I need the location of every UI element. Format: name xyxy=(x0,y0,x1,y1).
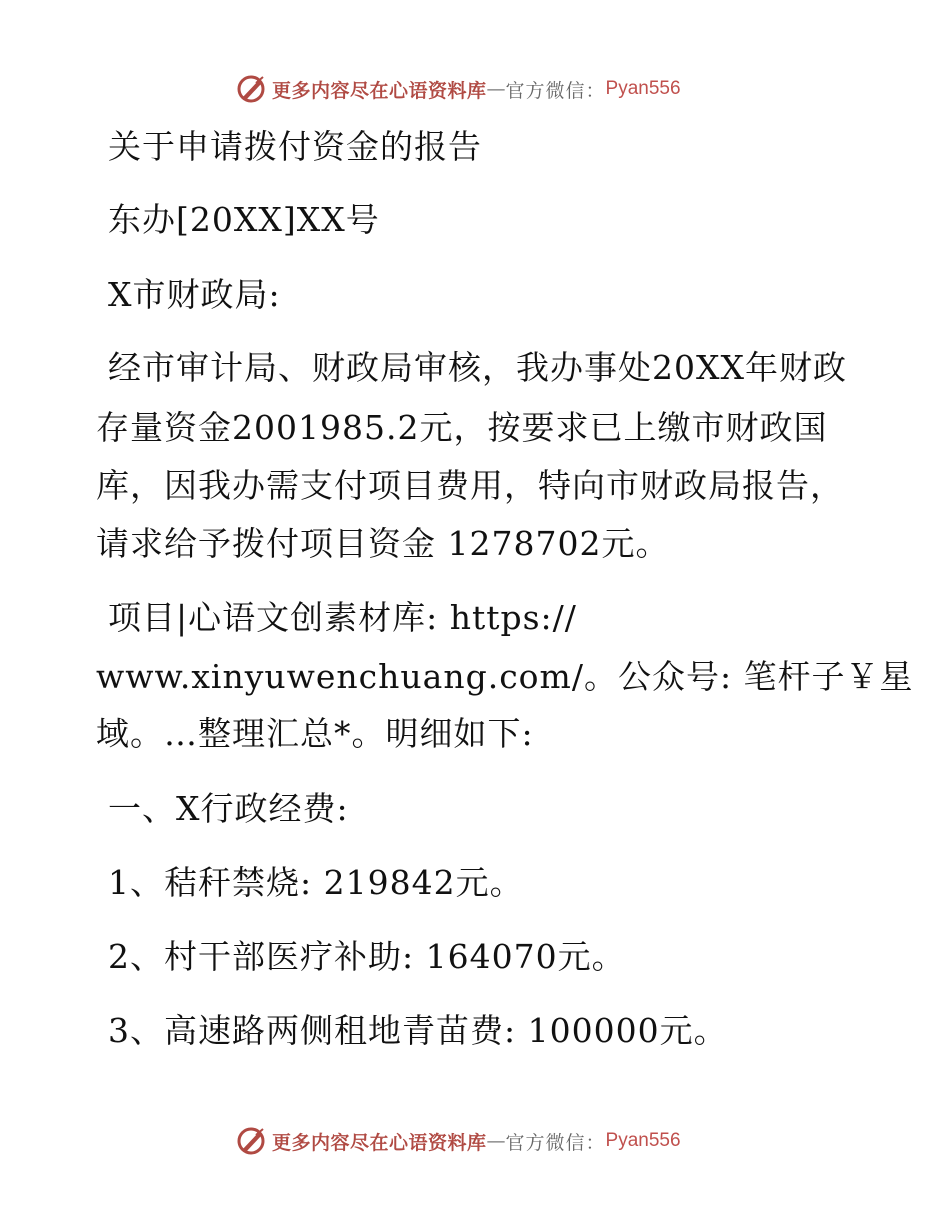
watermark-separator: — xyxy=(486,1130,506,1152)
paragraph1-line1: 经市审计局、财政局审核，我办事处20XX年财政 xyxy=(108,348,847,387)
watermark-header xyxy=(236,72,681,106)
list-item: 2、村干部医疗补助: 164070元。 xyxy=(108,937,626,976)
watermark-handle: Pyan556 xyxy=(605,78,681,99)
document-number: 东办[20XX]XX号 xyxy=(108,200,380,239)
paragraph1-line3: 库，因我办需支付项目费用，特向市财政局报告， xyxy=(96,466,844,505)
watermark-main-text: 更多内容尽在心语资料库 xyxy=(272,1131,487,1154)
paragraph2-line2: www.xinyuwenchuang.com/。公众号: 笔杆子￥星 xyxy=(96,657,914,696)
watermark-handle: Pyan556 xyxy=(605,1130,681,1151)
watermark-separator: — xyxy=(486,78,506,100)
quill-logo-icon xyxy=(236,1126,266,1156)
section1-heading: 一、X行政经费: xyxy=(108,789,349,828)
watermark-footer xyxy=(236,1124,681,1158)
watermark-main-text: 更多内容尽在心语资料库 xyxy=(272,79,487,102)
recipient: X市财政局: xyxy=(108,275,281,314)
list-item: 1、秸秆禁烧: 219842元。 xyxy=(108,863,524,902)
paragraph1-line4: 请求给予拨付项目资金 1278702元。 xyxy=(96,524,670,563)
watermark-contact-label: 官方微信： xyxy=(505,79,606,102)
document-title: 关于申请拨付资金的报告 xyxy=(108,127,482,166)
paragraph2-line3: 域。…整理汇总*。明细如下: xyxy=(96,714,534,753)
paragraph1-line2: 存量资金2001985.2元，按要求已上缴市财政国 xyxy=(96,408,828,447)
quill-logo-icon xyxy=(236,74,266,104)
list-item: 3、高速路两侧租地青苗费: 100000元。 xyxy=(108,1011,728,1050)
watermark-contact-label: 官方微信： xyxy=(505,1131,606,1154)
paragraph2-line1: 项目|心语文创素材库: https:// xyxy=(108,598,577,637)
